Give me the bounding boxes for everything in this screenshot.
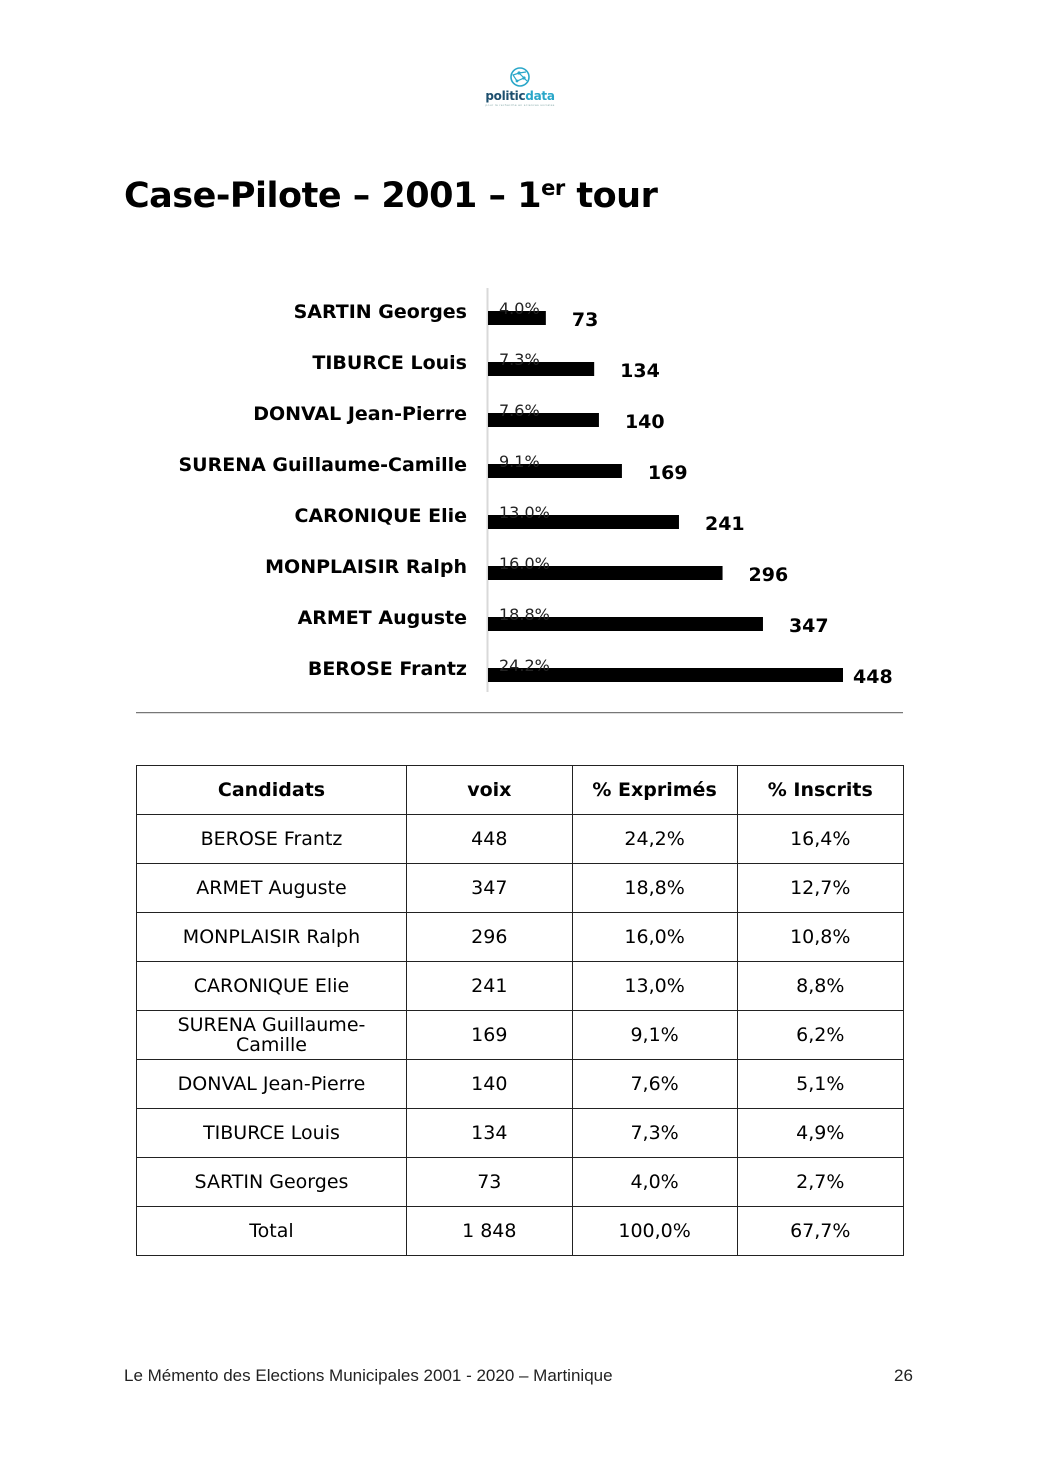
table-row [137, 1158, 904, 1207]
category-label: ARMET Auguste [297, 607, 467, 629]
globe-network-icon [509, 66, 531, 88]
cell-voix: 1 848 [406, 1207, 572, 1256]
header-voix: voix [406, 766, 572, 815]
cell-candidat: SURENA Guillaume-Camille [137, 1011, 407, 1060]
cell-exprimes: 24,2% [572, 815, 737, 864]
percent-label: 4.0% [499, 299, 540, 318]
cell-inscrits: 16,4% [737, 815, 903, 864]
cell-candidat: DONVAL Jean-Pierre [137, 1060, 407, 1109]
table-row [137, 815, 904, 864]
cell-inscrits: 6,2% [737, 1011, 903, 1060]
category-label: BEROSE Frantz [307, 658, 467, 680]
cell-inscrits: 4,9% [737, 1109, 903, 1158]
cell-candidat: CARONIQUE Elie [137, 962, 407, 1011]
cell-voix: 73 [406, 1158, 572, 1207]
percent-label: 18.8% [499, 605, 550, 624]
title-superscript: er [541, 176, 565, 200]
value-label: 347 [788, 615, 829, 637]
footer-text: Le Mémento des Elections Municipales 2001 - 2020 – Martinique [124, 1366, 613, 1385]
category-label: TIBURCE Louis [312, 352, 467, 374]
cell-inscrits: 2,7% [737, 1158, 903, 1207]
cell-voix: 296 [406, 913, 572, 962]
title-end: tour [564, 176, 658, 216]
table-row [137, 1109, 904, 1158]
category-label: SARTIN Georges [293, 301, 467, 323]
cell-voix: 347 [406, 864, 572, 913]
cell-voix: 134 [406, 1109, 572, 1158]
value-label: 169 [647, 462, 688, 484]
cell-voix: 140 [406, 1060, 572, 1109]
value-label: 134 [620, 360, 660, 382]
cell-inscrits: 67,7% [737, 1207, 903, 1256]
table-header-row [137, 766, 904, 815]
category-label: SURENA Guillaume-Camille [178, 454, 467, 476]
percent-label: 7.3% [499, 350, 540, 369]
percent-label: 7.6% [499, 401, 540, 420]
cell-exprimes: 18,8% [572, 864, 737, 913]
cell-candidat: BEROSE Frantz [137, 815, 407, 864]
cell-inscrits: 10,8% [737, 913, 903, 962]
table-total-row [137, 1207, 904, 1256]
percent-label: 16.0% [499, 554, 550, 573]
page-title [124, 176, 657, 216]
cell-candidat: ARMET Auguste [137, 864, 407, 913]
percent-label: 24.2% [499, 656, 550, 675]
cell-candidat: SARTIN Georges [137, 1158, 407, 1207]
value-label: 241 [704, 513, 745, 535]
header-inscrits: % Inscrits [737, 766, 903, 815]
header-exprimes: % Exprimés [572, 766, 737, 815]
value-label: 448 [853, 666, 893, 688]
cell-exprimes: 9,1% [572, 1011, 737, 1060]
percent-label: 9.1% [499, 452, 540, 471]
politicdata-logo [470, 66, 570, 107]
results-table [136, 765, 904, 1256]
chart-marks [178, 299, 892, 688]
cell-exprimes: 4,0% [572, 1158, 737, 1207]
cell-candidat: TIBURCE Louis [137, 1109, 407, 1158]
logo-text-politic: politic [485, 89, 526, 103]
title-main: Case-Pilote – 2001 – 1 [124, 176, 542, 216]
cell-inscrits: 8,8% [737, 962, 903, 1011]
cell-voix: 448 [406, 815, 572, 864]
cell-candidat: MONPLAISIR Ralph [137, 913, 407, 962]
cell-candidat: Total [137, 1207, 407, 1256]
category-label: CARONIQUE Elie [294, 505, 467, 527]
category-label: DONVAL Jean-Pierre [253, 403, 467, 425]
table-row [137, 864, 904, 913]
value-label: 140 [624, 411, 665, 433]
cell-exprimes: 13,0% [572, 962, 737, 1011]
value-label: 296 [748, 564, 789, 586]
cell-voix: 169 [406, 1011, 572, 1060]
cell-exprimes: 7,6% [572, 1060, 737, 1109]
table-row [137, 962, 904, 1011]
percent-label: 13.0% [499, 503, 550, 522]
cell-exprimes: 16,0% [572, 913, 737, 962]
value-label: 73 [571, 309, 599, 331]
table-row [137, 913, 904, 962]
page-number: 26 [894, 1366, 913, 1385]
header-candidats: Candidats [137, 766, 407, 815]
section-divider [136, 712, 903, 714]
table-row [137, 1060, 904, 1109]
cell-inscrits: 5,1% [737, 1060, 903, 1109]
cell-exprimes: 7,3% [572, 1109, 737, 1158]
cell-voix: 241 [406, 962, 572, 1011]
logo-wordmark [470, 89, 570, 103]
cell-exprimes: 100,0% [572, 1207, 737, 1256]
category-label: MONPLAISIR Ralph [265, 556, 467, 578]
vote-bar-chart [0, 280, 1040, 700]
logo-tagline: pour la recherche en sciences sociales [485, 103, 555, 107]
table-row [137, 1011, 904, 1060]
logo-text-data: data [525, 89, 555, 103]
cell-inscrits: 12,7% [737, 864, 903, 913]
